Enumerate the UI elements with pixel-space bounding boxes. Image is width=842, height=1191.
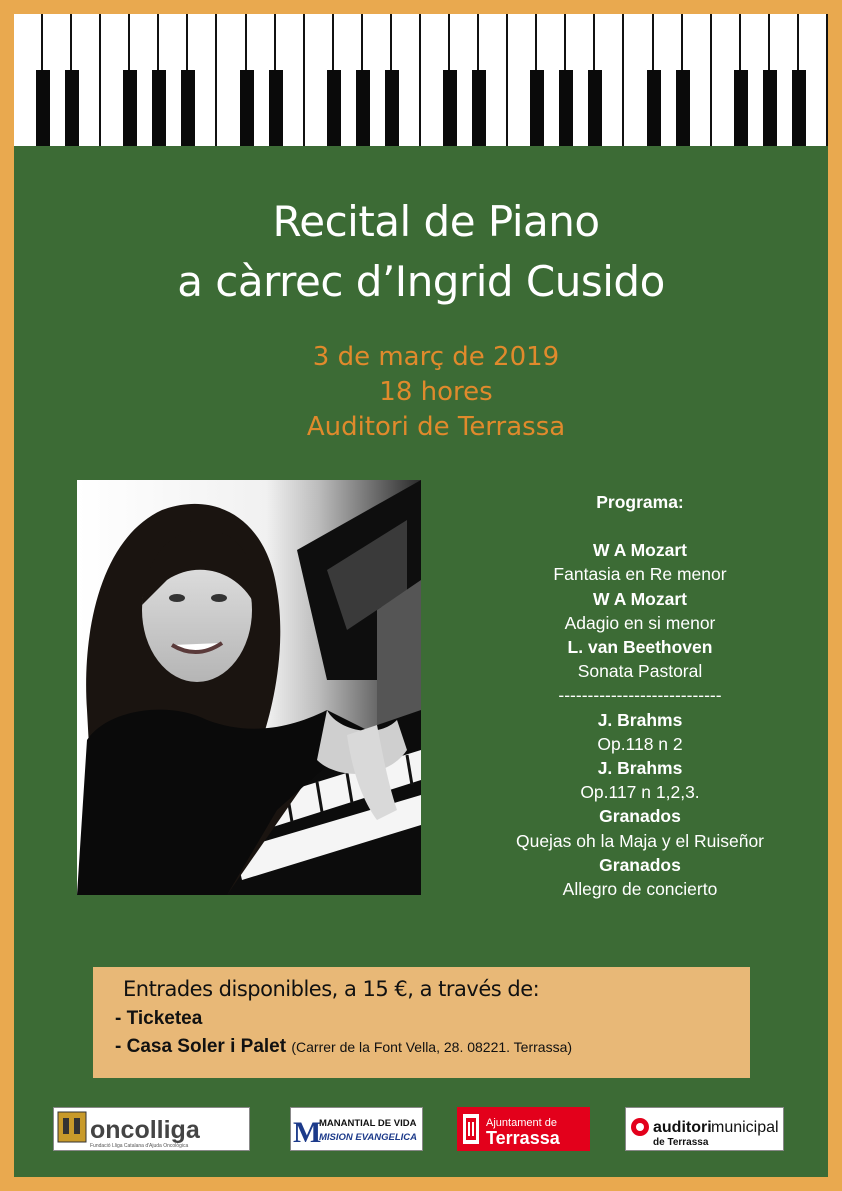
auditori-line-2: de Terrassa: [653, 1137, 709, 1148]
piano-black-key: [152, 70, 166, 146]
program-composer: W A Mozart: [593, 540, 687, 561]
piano-black-key: [269, 70, 283, 146]
auditori-municipal-logo: [625, 1107, 784, 1151]
piano-black-key: [792, 70, 806, 146]
event-time: 18 hores: [379, 377, 493, 407]
manantial-logo: [290, 1107, 423, 1151]
piano-black-key: [734, 70, 748, 146]
ticket-option-casa-soler-label: - Casa Soler i Palet: [115, 1036, 287, 1057]
piano-black-key: [530, 70, 544, 146]
tickets-box: [93, 967, 750, 1078]
piano-black-key: [65, 70, 79, 146]
program-work: Adagio en si menor: [564, 612, 716, 633]
program-work: Quejas oh la Maja y el Ruiseñor: [515, 830, 765, 851]
ajuntament-line-2: Terrassa: [486, 1128, 560, 1148]
program-heading: Programa:: [596, 492, 684, 512]
program-work: Op.118 n 2: [597, 733, 683, 754]
ticket-option-address: (Carrer de la Font Vella, 28. 08221. Terrassa): [291, 1039, 573, 1055]
auditori-bold: auditori: [653, 1119, 712, 1136]
poster-title: [14, 192, 828, 312]
piano-black-key: [443, 70, 457, 146]
event-venue: Auditori de Terrassa: [306, 412, 566, 442]
ticket-option-casa-soler: [115, 1033, 750, 1061]
oncolliga-logo: [53, 1107, 250, 1151]
event-info: [14, 340, 828, 445]
piano-black-key: [472, 70, 486, 146]
piano-black-key: [123, 70, 137, 146]
piano-black-key: [356, 70, 370, 146]
piano-black-key: [240, 70, 254, 146]
oncolliga-subtitle: Fundació Lliga Catalana d'Ajuda Oncològica: [90, 1143, 189, 1149]
program-composer: L. van Beethoven: [567, 637, 713, 658]
event-date: 3 de març de 2019: [312, 342, 560, 372]
program-composer: J. Brahms: [597, 709, 683, 730]
piano-black-key: [647, 70, 661, 146]
poster: [14, 14, 828, 1177]
ajuntament-line-1: Ajuntament de: [486, 1117, 557, 1129]
piano-black-key: [36, 70, 50, 146]
program-work: Fantasia en Re menor: [553, 564, 727, 585]
ticket-option-ticketea: - Ticketea: [115, 1008, 203, 1029]
program-separator: ----------------------------: [558, 685, 722, 706]
program-work: Op.117 n 1,2,3.: [580, 782, 700, 803]
auditori-rest: municipal: [711, 1119, 779, 1136]
program-work: Allegro de concierto: [562, 879, 718, 900]
piano-black-key: [763, 70, 777, 146]
piano-keyboard-graphic: [14, 14, 828, 146]
program-composer: J. Brahms: [597, 758, 683, 779]
piano-black-key: [181, 70, 195, 146]
tickets-intro: Entrades disponibles, a 15 €, a través de:: [123, 977, 540, 1001]
program-list: [434, 490, 828, 901]
piano-black-key: [588, 70, 602, 146]
program-composer: W A Mozart: [593, 588, 687, 609]
piano-black-key: [327, 70, 341, 146]
oncolliga-name: oncolliga: [90, 1116, 200, 1144]
pianist-photo: [77, 480, 421, 895]
piano-black-key: [559, 70, 573, 146]
program-work: Sonata Pastoral: [577, 661, 703, 682]
program-composer: Granados: [599, 854, 681, 875]
manantial-line-2: MISION EVANGELICA: [319, 1132, 417, 1143]
title-line-2: a càrrec d’Ingrid Cusido: [177, 257, 665, 306]
ajuntament-terrassa-logo: [457, 1107, 590, 1151]
piano-black-key: [676, 70, 690, 146]
svg-text:M: M: [293, 1116, 322, 1149]
title-line-1: Recital de Piano: [272, 197, 600, 246]
manantial-line-1: MANANTIAL DE VIDA: [319, 1118, 417, 1129]
piano-black-key: [385, 70, 399, 146]
program-composer: Granados: [599, 806, 681, 827]
